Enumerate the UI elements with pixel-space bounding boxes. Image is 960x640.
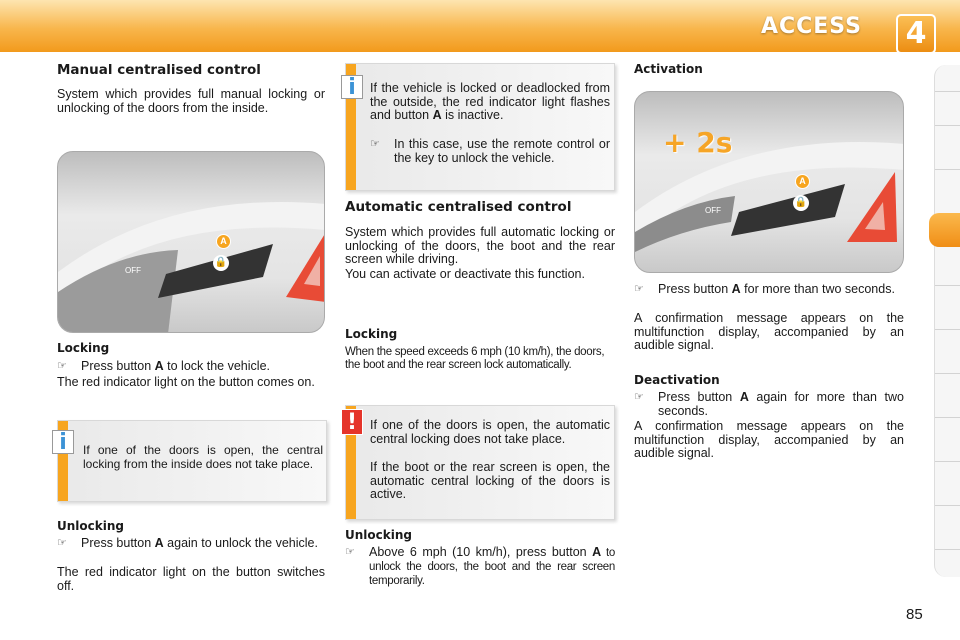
button-a-ref: A xyxy=(731,282,741,296)
lock-icon: 🔒 xyxy=(793,195,809,211)
warning-box-text-2: If the boot or the rear screen is open, the automatic central locking of the doors is active. xyxy=(370,460,610,501)
page-number: 85 xyxy=(906,606,923,623)
manual-locking-note: The red indicator light on the button comes on. xyxy=(57,375,315,389)
info-box-manual xyxy=(57,420,327,502)
bullet-hand-icon: ☞ xyxy=(345,546,355,558)
off-switch-label: OFF xyxy=(125,266,141,275)
chapter-number-badge: 4 xyxy=(896,14,936,54)
manual-unlocking-note: The red indicator light on the button switches off. xyxy=(57,565,325,593)
chapter-tab-10[interactable] xyxy=(935,505,960,506)
info-icon: i xyxy=(52,430,74,454)
chapter-tab-9[interactable] xyxy=(935,461,960,462)
bullet-hand-icon: ☞ xyxy=(57,537,67,549)
manual-control-heading: Manual centralised control xyxy=(57,62,261,78)
chapter-tab-11[interactable] xyxy=(935,549,960,550)
bullet-hand-icon: ☞ xyxy=(634,283,644,295)
automatic-control-heading: Automatic centralised control xyxy=(345,199,572,215)
manual-locking-step: ☞ Press button A to lock the vehicle. xyxy=(57,359,270,373)
activation-note: A confirmation message appears on the multifunction display, accompanied by an audible signal. xyxy=(634,311,904,352)
chapter-tab-7[interactable] xyxy=(935,373,960,374)
deactivation-heading: Deactivation xyxy=(634,373,720,387)
hold-duration-label: + 2s xyxy=(663,126,733,159)
bullet-hand-icon: ☞ xyxy=(370,138,380,150)
chapter-title: ACCESS xyxy=(760,14,862,39)
warning-box-text-1: If one of the doors is open, the automatic central locking does not take place. xyxy=(370,418,610,446)
info-box-deadlocked-text: If the vehicle is locked or deadlocked from the outside, the red indicator light flashes and button A is inactive. xyxy=(370,81,610,122)
automatic-unlocking-heading: Unlocking xyxy=(345,528,412,542)
activation-button-photo xyxy=(634,91,904,273)
automatic-control-intro: System which provides full automatic locking or unlocking of the doors, the boot and the rear screen while driving. xyxy=(345,225,615,266)
info-box-deadlocked xyxy=(345,63,615,191)
chapter-tab-3[interactable] xyxy=(935,169,960,170)
chapter-tabs xyxy=(934,65,960,577)
info-box-deadlocked-step: ☞ In this case, use the remote control or the key to unlock the vehicle. xyxy=(370,137,610,165)
lock-icon: 🔒 xyxy=(213,255,229,271)
chapter-tab-5[interactable] xyxy=(935,285,960,286)
activation-step: ☞ Press button A for more than two seconds. xyxy=(634,282,895,296)
manual-locking-heading: Locking xyxy=(57,341,110,355)
automatic-control-intro-2: You can activate or deactivate this function. xyxy=(345,267,585,281)
dashboard-illustration xyxy=(58,152,325,333)
button-a-ref: A xyxy=(739,390,749,404)
button-a-marker: A xyxy=(216,234,231,249)
button-a-ref: A xyxy=(592,545,602,559)
warning-icon: ! xyxy=(341,409,363,435)
button-a-ref: A xyxy=(154,359,164,373)
manual-unlocking-heading: Unlocking xyxy=(57,519,124,533)
page-header xyxy=(0,0,960,52)
deactivation-step: ☞ Press button A again for more than two seconds. xyxy=(634,390,905,418)
manual-unlocking-step: ☞ Press button A again to unlock the vehicle. xyxy=(57,536,318,550)
dashboard-illustration xyxy=(635,92,904,273)
button-a-ref: A xyxy=(154,536,164,550)
automatic-locking-heading: Locking xyxy=(345,327,398,341)
chapter-tab-1[interactable] xyxy=(935,91,960,92)
chapter-tab-2[interactable] xyxy=(935,125,960,126)
button-a-marker: A xyxy=(795,174,810,189)
off-switch-label: OFF xyxy=(705,206,721,215)
automatic-locking-text: When the speed exceeds 6 mph (10 km/h), the doors, the boot and the rear screen lock automatically. xyxy=(345,346,605,371)
button-a-ref: A xyxy=(432,108,442,122)
deactivation-note: A confirmation message appears on the multifunction display, accompanied by an audible signal. xyxy=(634,419,904,460)
bullet-hand-icon: ☞ xyxy=(634,391,644,403)
bullet-hand-icon: ☞ xyxy=(57,360,67,372)
automatic-unlocking-step: ☞ Above 6 mph (10 km/h), press button A to unlock the doors, the boot and the rear screen temporarily. xyxy=(345,545,615,587)
info-icon: i xyxy=(341,75,363,99)
manual-control-intro: System which provides full manual locking or unlocking of the doors from the inside. xyxy=(57,87,325,115)
activation-heading: Activation xyxy=(634,62,703,76)
info-box-manual-text: If one of the doors is open, the central locking from the inside does not take place. xyxy=(83,443,323,471)
dashboard-button-photo xyxy=(57,151,325,333)
warning-box-automatic xyxy=(345,405,615,520)
chapter-tab-6[interactable] xyxy=(935,329,960,330)
chapter-tab-8[interactable] xyxy=(935,417,960,418)
chapter-tab-4-active[interactable] xyxy=(929,213,960,247)
